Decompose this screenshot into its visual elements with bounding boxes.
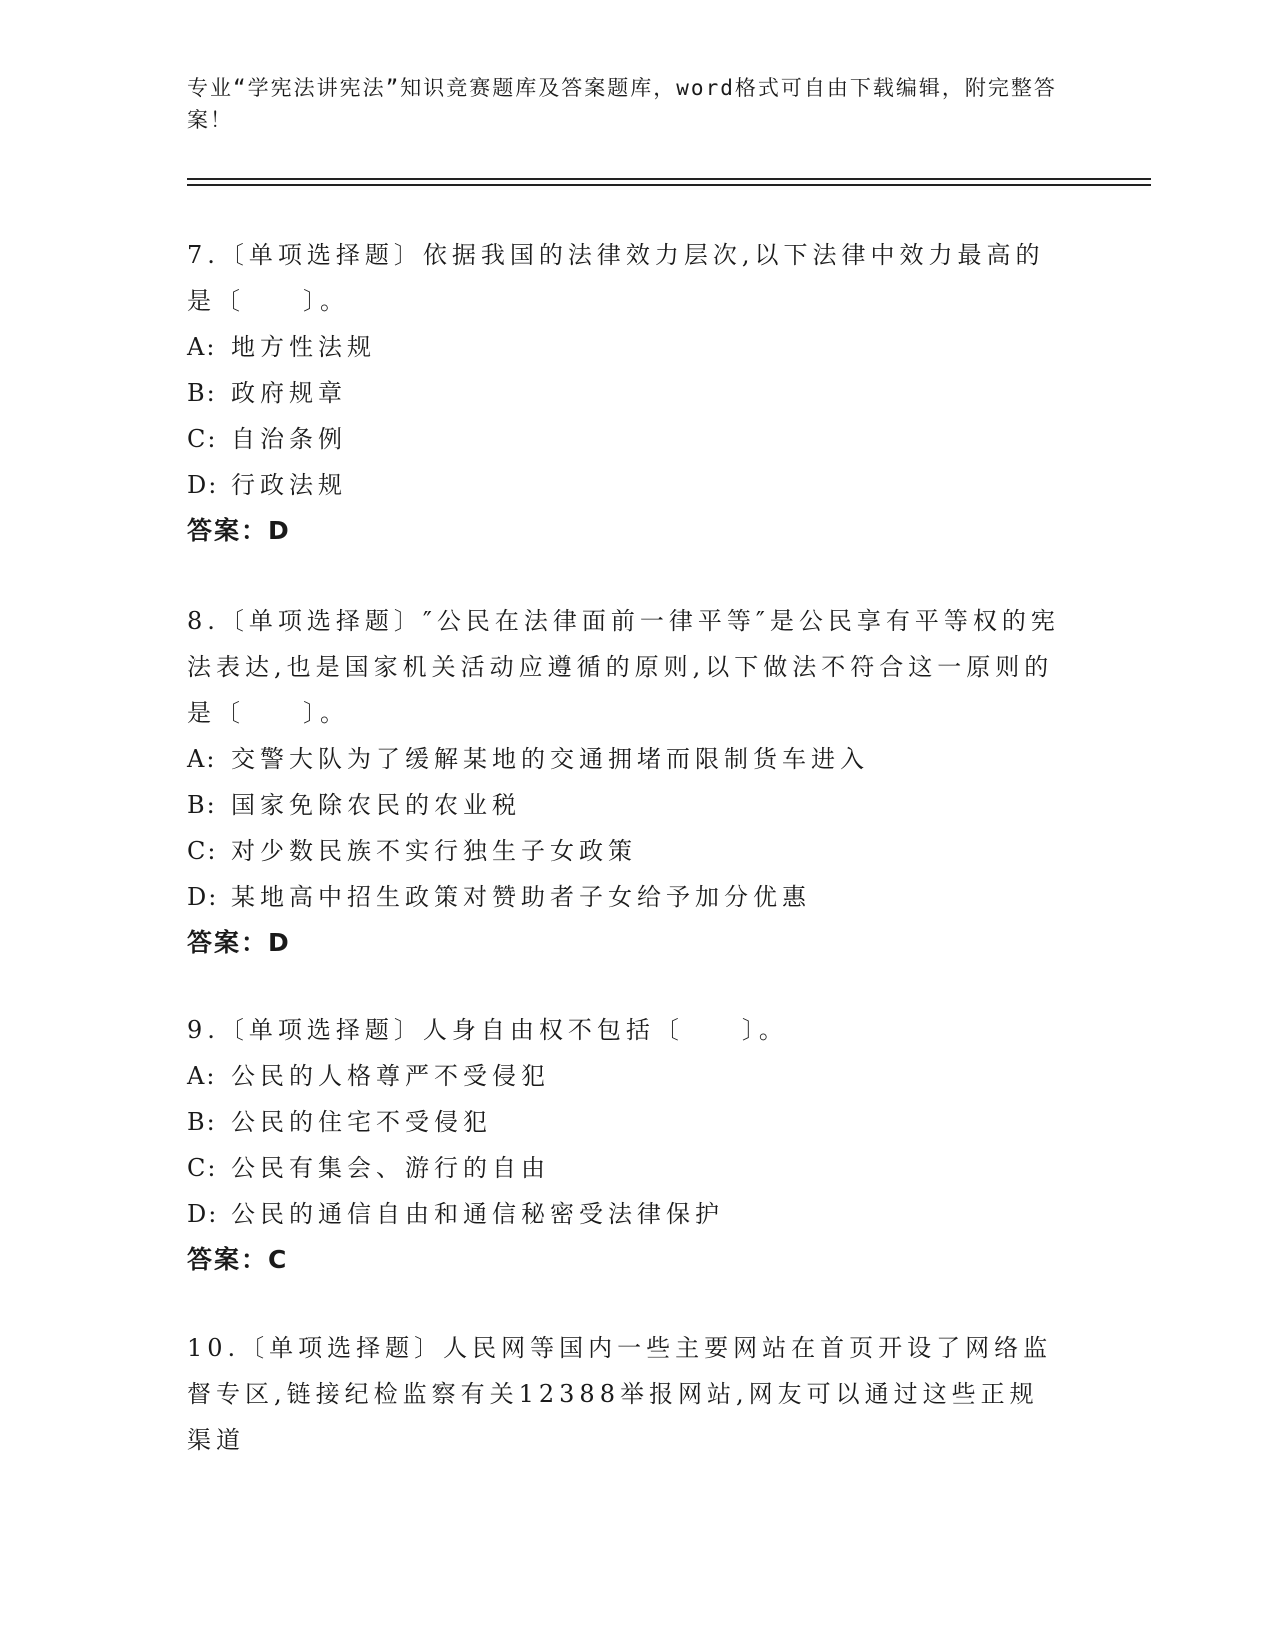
option-text: 国家免除农民的农业税 — [231, 791, 521, 819]
option-a — [187, 324, 1067, 370]
option-text: 对少数民族不实行独生子女政策 — [231, 837, 637, 865]
option-d — [187, 874, 1067, 920]
option-key: A: — [187, 745, 217, 773]
option-a — [187, 736, 1067, 782]
question-10 — [187, 1325, 1067, 1463]
answer: 答案：D — [187, 516, 291, 545]
option-text: 地方性法规 — [231, 333, 376, 361]
option-text: 政府规章 — [231, 379, 347, 407]
option-b — [187, 782, 1067, 828]
option-text: 公民的住宅不受侵犯 — [231, 1108, 492, 1136]
option-key: B: — [187, 791, 217, 819]
option-text: 自治条例 — [231, 425, 347, 453]
header-divider-top — [187, 178, 1151, 180]
option-b — [187, 1099, 1067, 1145]
question-stem: 8.〔单项选择题〕″公民在法律面前一律平等″是公民享有平等权的宪法表达,也是国家机关活动应遵循的原则,以下做法不符合这一原则的是〔 〕。 — [187, 607, 1060, 727]
option-text: 交警大队为了缓解某地的交通拥堵而限制货车进入 — [231, 745, 869, 773]
question-stem: 9.〔单项选择题〕人身自由权不包括〔 〕。 — [187, 1016, 788, 1044]
option-text: 行政法规 — [231, 471, 347, 499]
option-c — [187, 416, 1067, 462]
question-8 — [187, 598, 1067, 966]
option-key: C: — [187, 837, 218, 865]
option-a — [187, 1053, 1067, 1099]
option-text: 公民的人格尊严不受侵犯 — [231, 1062, 550, 1090]
question-stem: 10.〔单项选择题〕人民网等国内一些主要网站在首页开设了网络监督专区,链接纪检监察有关12388举报网站,网友可以通过这些正规渠道 — [187, 1334, 1053, 1454]
option-key: D: — [187, 883, 219, 911]
option-key: C: — [187, 1154, 218, 1182]
option-key: B: — [187, 379, 217, 407]
question-7 — [187, 232, 1067, 554]
option-c — [187, 1145, 1067, 1191]
question-stem: 7.〔单项选择题〕依据我国的法律效力层次,以下法律中效力最高的是〔 〕。 — [187, 241, 1045, 315]
option-key: D: — [187, 1200, 219, 1228]
answer: 答案：C — [187, 1245, 289, 1274]
header-divider-bottom — [187, 184, 1151, 186]
option-b — [187, 370, 1067, 416]
option-text: 某地高中招生政策对赞助者子女给予加分优惠 — [231, 883, 811, 911]
option-key: D: — [187, 471, 219, 499]
option-d — [187, 462, 1067, 508]
document-header: 专业“学宪法讲宪法”知识竞赛题库及答案题库，word格式可自由下载编辑，附完整答案！ — [187, 76, 1057, 132]
option-key: A: — [187, 1062, 217, 1090]
option-c — [187, 828, 1067, 874]
option-text: 公民有集会、游行的自由 — [231, 1154, 550, 1182]
option-key: C: — [187, 425, 218, 453]
option-d — [187, 1191, 1067, 1237]
question-9 — [187, 1007, 1067, 1283]
option-key: A: — [187, 333, 217, 361]
option-text: 公民的通信自由和通信秘密受法律保护 — [231, 1200, 724, 1228]
option-key: B: — [187, 1108, 217, 1136]
answer: 答案：D — [187, 928, 291, 957]
